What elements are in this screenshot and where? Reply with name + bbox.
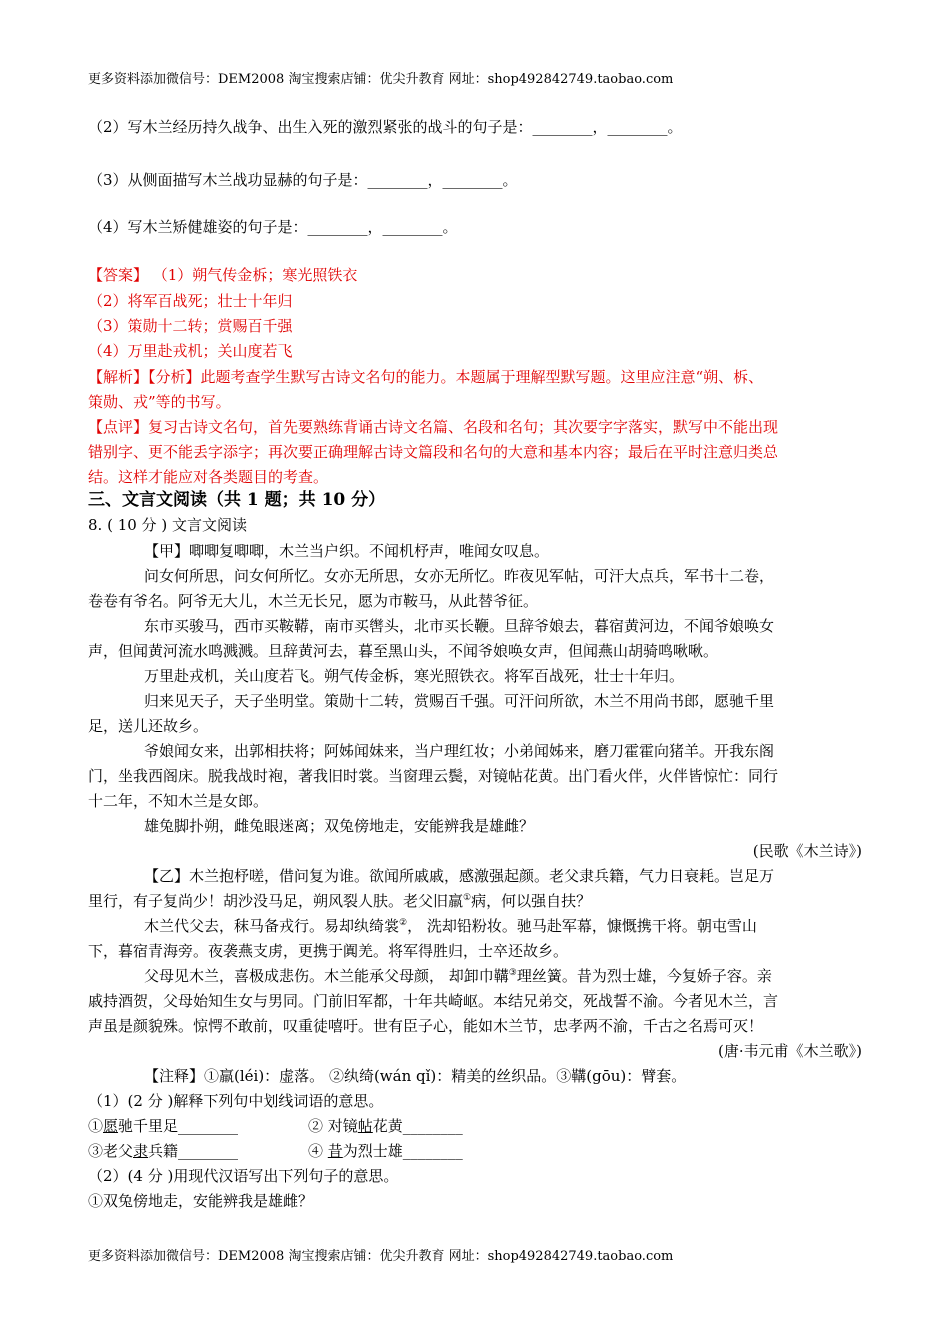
subquestion-1-title: （1）(2 分 )解释下列句中划线词语的意思。 (88, 1092, 384, 1110)
yi-p1b-text-2: 病，何以强自扶？ (471, 892, 592, 910)
analysis-line-2: 策勋、戎”等的书写。 (88, 393, 231, 411)
jia-p6a: 爷娘闻女来，出郭相扶将；阿姊闻妹来，当户理红妆；小弟闻姊来，磨刀霍霍向猪羊。开我东阁 (144, 742, 775, 760)
jia-p3b: 声，但闻黄河流水鸣溅溅。旦辞黄河去，暮至黑山头，不闻爷娘唤女声，但闻燕山胡骑鸣啾啾。 (88, 642, 719, 660)
subquestion-2-title: （2）(4 分 )用现代汉语写出下列句子的意思。 (88, 1167, 399, 1185)
analysis-line-1: 【解析】【分析】此题考查学生默写古诗文名句的能力。本题属于理解型默写题。这里应注意“朔、柝、 (88, 368, 764, 386)
item-d-pre: ④ (308, 1142, 328, 1160)
jia-source: (民歌《木兰诗》) (752, 842, 862, 860)
comment-line-1: 【点评】复习古诗文名句，首先要熟练背诵古诗文名篇、名段和名句；其次要字字落实，默写中不能出现 (88, 418, 779, 436)
yi-p3b: 戚持酒贺，父母始知生女与男同。门前旧军都，十年共崎岖。本结兄弟交，死战誓不渝。今者见木兰，言 (88, 992, 779, 1010)
jia-p4: 万里赴戎机，关山度若飞。朔气传金柝，寒光照铁衣。将军百战死，壮士十年归。 (144, 667, 685, 685)
item-d-underlined: 昔 (327, 1142, 343, 1160)
subquestion-1-item-a (88, 1116, 238, 1136)
section-title: 三、文言文阅读（共 1 题；共 10 分） (88, 490, 386, 510)
yi-source: (唐·韦元甫《木兰歌》) (718, 1042, 862, 1060)
note-ref-1: ① (463, 893, 472, 903)
yi-p1b-text-1: 里行，有子复尚少！胡沙没马足，朔风裂人肤。老父旧羸 (88, 892, 464, 910)
subquestion-1-item-b (308, 1116, 463, 1136)
notes: 【注释】①羸(léi)：虚落。 ②纨绮(wán qǐ)：精美的丝织品。③鞲(gōu)：臂套。 (144, 1067, 687, 1085)
subquestion-1-item-d (308, 1141, 463, 1161)
comment-line-3: 结。这样才能应对各类题目的考查。 (88, 468, 329, 486)
jia-p2a: 问女何所思，问女何所忆。女亦无所思，女亦无所忆。昨夜见军帖，可汗大点兵，军书十二卷， (144, 567, 775, 585)
item-a-post: 驰千里足________ (118, 1117, 239, 1135)
yi-p3c: 声虽是颜貌殊。惊愕不敢前，叹重徒嘻吁。世有臣子心，能如木兰节，忠孝两不渝，千古之名焉可灭！ (88, 1017, 764, 1035)
yi-p3a-text-1: 父母见木兰，喜极成悲伤。木兰能承父母颜， 却卸巾鞲 (144, 967, 509, 985)
answer-line-1: 【答案】 （1）朔气传金柝；寒光照铁衣 (88, 266, 358, 284)
note-ref-2: ② (399, 918, 408, 928)
yi-p3a-text-2: 理丝簧。昔为烈士雄，今复娇子容。亲 (516, 967, 772, 985)
yi-p3a (144, 966, 772, 986)
jia-p5b: 足，送儿还故乡。 (88, 717, 209, 735)
item-b-underlined: 帖 (357, 1117, 373, 1135)
page-footer: 更多资料添加微信号：DEM2008 淘宝搜索店铺：优尖升教育 网址：shop492842749.taobao.com (88, 1249, 674, 1264)
yi-p2b: 下，暮宿青海旁。夜袭燕支虏，更携于阗羌。将军得胜归，士卒还故乡。 (88, 942, 569, 960)
yi-p2a-text-1: 木兰代父去，秣马备戎行。易却纨绮裳 (144, 917, 400, 935)
subquestion-1-item-c (88, 1141, 238, 1161)
question-2: （2）写木兰经历持久战争、出生入死的激烈紧张的战斗的句子是：________，________。 (88, 118, 683, 136)
note-ref-3: ③ (508, 968, 517, 978)
yi-p2a-text-2: ， 洗却铅粉妆。驰马赴军幕，慷慨携干将。朝屯雪山 (407, 917, 757, 935)
yi-p1a: 【乙】木兰抱杼嗟，借问复为谁。欲闻所戚戚，感激强起颜。老父隶兵籍，气力日衰耗。岂足万 (144, 867, 775, 885)
item-d-post: 为烈士雄________ (342, 1142, 463, 1160)
item-b-post: 花黄________ (372, 1117, 463, 1135)
subquestion-2-item-1: ①双兔傍地走，安能辨我是雄雌？ (88, 1192, 314, 1210)
item-c-pre: ③老父 (88, 1142, 134, 1160)
item-c-underlined: 隶 (133, 1142, 149, 1160)
jia-p6c: 十二年，不知木兰是女郎。 (88, 792, 269, 810)
answer-line-3: （3）策勋十二转；赏赐百千强 (88, 317, 293, 335)
item-a-pre: ① (88, 1117, 104, 1135)
jia-p7: 雄兔脚扑朔，雌兔眼迷离；双兔傍地走，安能辨我是雄雌？ (144, 817, 535, 835)
page-header: 更多资料添加微信号：DEM2008 淘宝搜索店铺：优尖升教育 网址：shop492842749.taobao.com (88, 72, 674, 87)
jia-p1: 【甲】唧唧复唧唧，木兰当户织。不闻机杼声，唯闻女叹息。 (144, 542, 550, 560)
question-3: （3）从侧面描写木兰战功显赫的句子是：________，________。 (88, 171, 518, 189)
jia-p5a: 归来见天子，天子坐明堂。策勋十二转，赏赐百千强。可汗问所欲，木兰不用尚书郎，愿驰千里 (144, 692, 775, 710)
answer-line-2: （2）将军百战死；壮士十年归 (88, 292, 293, 310)
yi-p1b (88, 891, 591, 911)
jia-p2b: 卷卷有爷名。阿爷无大儿，木兰无长兄，愿为市鞍马，从此替爷征。 (88, 592, 539, 610)
comment-line-2: 错别字、更不能丢字添字；再次要正确理解古诗文篇段和名句的大意和基本内容；最后在平时注意归类总 (88, 443, 779, 461)
item-a-underlined: 愿 (103, 1117, 119, 1135)
item-c-post: 兵籍________ (148, 1142, 239, 1160)
jia-p3a: 东市买骏马，西市买鞍鞯，南市买辔头，北市买长鞭。旦辞爷娘去，暮宿黄河边，不闻爷娘唤女 (144, 617, 775, 635)
jia-p6b: 门，坐我西阁床。脱我战时袍，著我旧时裳。当窗理云鬓，对镜帖花黄。出门看火伴，火伴皆惊忙：同行 (88, 767, 779, 785)
item-b-pre: ② 对镜 (308, 1117, 358, 1135)
yi-p2a (144, 916, 757, 936)
question-8-heading: 8. ( 10 分 ) 文言文阅读 (88, 516, 247, 534)
answer-line-4: （4）万里赴戎机；关山度若飞 (88, 342, 293, 360)
question-4: （4）写木兰矫健雄姿的句子是：________，________。 (88, 218, 458, 236)
